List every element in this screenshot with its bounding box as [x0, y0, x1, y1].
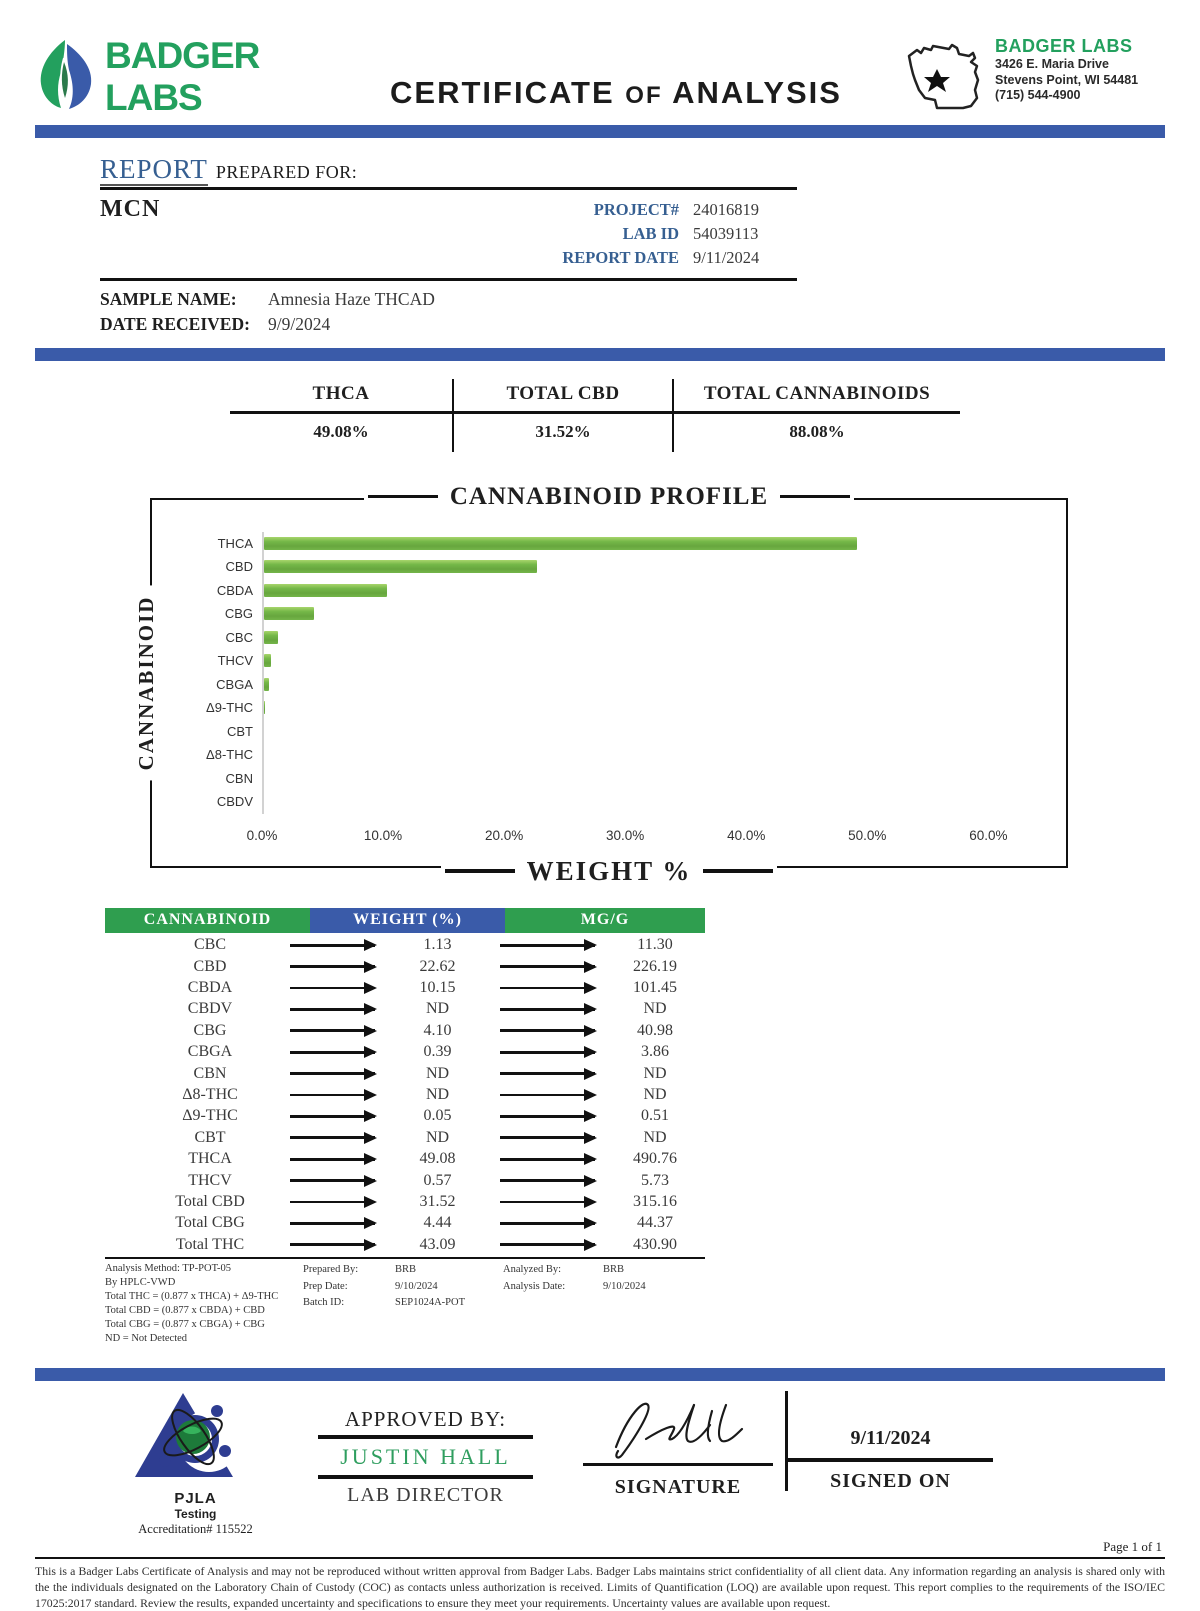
chart-ticks [246, 827, 1061, 844]
mgg-value: 40.98 [637, 1021, 673, 1039]
approved-by-block [318, 1389, 533, 1507]
pjla-accreditation-number: Accreditation# 115522 [138, 1521, 253, 1536]
arrow-icon [500, 1051, 595, 1054]
logo-wordmark: BADGER LABS [105, 34, 260, 118]
arrow-icon [500, 1115, 595, 1118]
arrow-to-weight [280, 1029, 385, 1032]
table-row [105, 935, 705, 956]
lab-phone: (715) 544-4900 [995, 88, 1081, 103]
weight-percent-value: ND [425, 1000, 450, 1018]
arrow-icon [500, 987, 595, 990]
date-received-value: 9/9/2024 [268, 314, 331, 335]
chart-row [152, 673, 1061, 697]
chart-category-label: THCA [217, 535, 253, 551]
project-value: 24016819 [693, 200, 759, 219]
project-label: PROJECT# [593, 200, 679, 219]
title-rule-right [780, 495, 850, 499]
weight-percent-value: 43.09 [419, 1235, 456, 1253]
leaf-logo-icon [35, 38, 97, 115]
weight-percent-value: 0.57 [423, 1171, 452, 1189]
wisconsin-map-icon [897, 36, 989, 125]
arrow-icon [500, 965, 595, 968]
lab-id-label: LAB ID [622, 223, 679, 243]
arrow-icon [500, 1008, 595, 1011]
divider-bar-top [35, 125, 1165, 138]
chart-category-label: THCV [217, 653, 253, 669]
mgg-value: 11.30 [637, 936, 673, 954]
summary-value-thca: 49.08% [313, 421, 369, 441]
cannabinoid-name: Total CBD [175, 1192, 245, 1210]
approver-name: JUSTIN HALL [340, 1443, 511, 1469]
chart-row [152, 767, 1061, 791]
report-meta [544, 198, 793, 270]
chart-category-label: CBG [224, 606, 253, 622]
chart-row [152, 626, 1061, 650]
report-label: REPORT [100, 154, 208, 184]
table-row [105, 999, 705, 1020]
chart-y-axis-label: CANNABINOID [134, 585, 159, 780]
arrow-to-weight [280, 1115, 385, 1118]
disclaimer-text: This is a Badger Labs Certificate of Analysis and may not be reproduced without written approval from Badger Labs. Badger Labs maintains strict confidentiality of all client data. Any information regarding an analysis is shared only with the the individuals designated on the Laboratory Chain of Custody (COC) as contacts unless authorization is received. Limits of Quantification (LOQ) are available upon request. This report complies to the requirements of the ISO/IEC 17025:2017 standard. Review the results, expanded uncertainty and specifications to ensure they meet your requirements. Uncertainty values are available upon request. [35, 1557, 1165, 1611]
arrow-to-weight [280, 1072, 385, 1075]
chart-bar-area [262, 579, 1061, 603]
chart-category-label: CBT [227, 723, 253, 739]
arrow-icon [290, 965, 375, 968]
arrow-icon [290, 1008, 375, 1011]
chart-bar [264, 631, 278, 644]
chart-category-label: Δ8-THC [206, 747, 253, 763]
arrow-to-weight [280, 1136, 385, 1139]
table-row [105, 1084, 705, 1105]
chart-category-label: CBGA [216, 676, 253, 692]
chart-bar [264, 607, 314, 620]
chart-category-label: CBN [225, 770, 253, 786]
title-certificate: CERTIFICATE [390, 75, 615, 110]
analysis-date-value: 9/10/2024 [603, 1280, 646, 1292]
arrow-icon [290, 1051, 375, 1054]
arrow-to-weight [280, 987, 385, 990]
chart-bar [264, 537, 857, 550]
pjla-logo-icon [121, 1474, 271, 1491]
method-note-line: ND = Not Detected [105, 1332, 188, 1344]
chart-row [152, 532, 1061, 556]
arrow-to-mgg [490, 1029, 605, 1032]
arrow-icon [290, 1094, 375, 1097]
summary-header-total-cbd: TOTAL CBD [452, 379, 674, 414]
chart-category-label: CBC [225, 629, 253, 645]
arrow-icon [290, 1179, 375, 1182]
mgg-value: 44.37 [637, 1214, 673, 1232]
table-row [105, 1106, 705, 1127]
table-row [105, 956, 705, 977]
chart-category-label: Δ9-THC [206, 700, 253, 716]
arrow-icon [500, 1029, 595, 1032]
chart-tick-label: 50.0% [848, 827, 887, 843]
chart-bar [264, 560, 537, 573]
chart-title: CANNABINOID PROFILE [449, 482, 769, 510]
arrow-icon [290, 1201, 375, 1204]
batch-id-value: SEP1024A-POT [395, 1296, 466, 1308]
chart-bar-area [262, 649, 1061, 673]
signature-label: SIGNATURE [614, 1476, 742, 1499]
chart-bar [264, 654, 271, 667]
cannabinoid-table-header [105, 908, 705, 933]
lab-address-block [897, 28, 1165, 125]
chart-category-label: CBDA [216, 582, 253, 598]
cannabinoid-name: THCV [188, 1171, 232, 1189]
client-name: MCN [100, 196, 161, 222]
cannabinoid-name: Total THC [175, 1235, 245, 1253]
report-date-label: REPORT DATE [562, 247, 679, 267]
cannabinoid-name: CBC [193, 936, 226, 954]
pjla-type: Testing [174, 1506, 217, 1521]
weight-percent-value: 1.13 [423, 936, 452, 954]
arrow-icon [290, 944, 375, 947]
signed-on-block [788, 1389, 993, 1493]
arrow-icon [290, 1136, 375, 1139]
weight-percent-value: 31.52 [419, 1192, 456, 1210]
arrow-to-mgg [490, 1094, 605, 1097]
weight-percent-value: 10.15 [419, 978, 456, 996]
arrow-icon [500, 1179, 595, 1182]
chart-tick-label: 20.0% [484, 827, 524, 843]
signed-on-date: 9/11/2024 [850, 1426, 931, 1449]
mgg-value: 430.90 [633, 1235, 677, 1253]
prepared-by-value: BRB [395, 1264, 417, 1276]
analyzed-by-label: Analyzed By: [503, 1264, 562, 1276]
signed-on-rule [788, 1458, 993, 1462]
arrow-icon [290, 1222, 375, 1225]
method-notes [105, 1262, 303, 1345]
report-section [100, 154, 797, 348]
arrow-to-mgg [490, 1072, 605, 1075]
method-note-line: Total CBG = (0.877 x CBGA) + CBG [105, 1318, 265, 1330]
date-received-label: DATE RECEIVED: [100, 314, 250, 335]
signature-block [583, 1389, 773, 1500]
chart-bar-area [262, 555, 1061, 579]
chart-tick-label: 30.0% [606, 827, 645, 843]
chart-bar-area [262, 532, 1061, 556]
arrow-icon [500, 1222, 595, 1225]
arrow-to-weight [280, 1051, 385, 1054]
arrow-to-weight [280, 1222, 385, 1225]
chart-bar [264, 678, 269, 691]
arrow-to-mgg [490, 1136, 605, 1139]
arrow-to-weight [280, 944, 385, 947]
xlabel-rule-right [703, 869, 773, 873]
arrow-icon [290, 1072, 375, 1075]
chart-row [152, 696, 1061, 720]
cannabinoid-name: Δ8-THC [182, 1085, 238, 1103]
weight-percent-value: 0.39 [423, 1043, 452, 1061]
summary-header-total-cannabinoids: TOTAL CANNABINOIDS [674, 379, 960, 414]
cannabinoid-name: CBDV [187, 1000, 233, 1018]
arrow-to-weight [280, 1201, 385, 1204]
chart-tick-label: 40.0% [727, 827, 766, 843]
cannabinoid-name: CBG [193, 1021, 227, 1039]
sample-info [100, 278, 797, 348]
approval-section [108, 1389, 1165, 1537]
arrow-icon [500, 1243, 595, 1246]
xlabel-rule-left [445, 869, 515, 873]
cannabinoid-name: CBDA [187, 978, 233, 996]
arrow-icon [290, 1115, 375, 1118]
chart-row [152, 720, 1061, 744]
table-row [105, 1170, 705, 1191]
chart-row [152, 602, 1061, 626]
chart-tick-label: 10.0% [363, 827, 403, 843]
report-heading [100, 154, 797, 190]
table-header-mgg: MG/G [505, 908, 705, 933]
arrow-to-mgg [490, 944, 605, 947]
cannabinoid-name: Δ9-THC [182, 1107, 238, 1125]
table-row [105, 1148, 705, 1169]
chart-tick-label: 60.0% [969, 827, 1008, 843]
method-note-line: By HPLC-VWD [105, 1277, 176, 1289]
mgg-value: ND [643, 1064, 667, 1082]
rule [318, 1435, 533, 1439]
chart-bar-area [262, 673, 1061, 697]
chart-row [152, 790, 1061, 814]
analysis-date-label: Analysis Date: [503, 1280, 566, 1292]
weight-percent-value: 4.10 [423, 1021, 452, 1039]
arrow-to-mgg [490, 1158, 605, 1161]
arrow-icon [500, 1158, 595, 1161]
arrow-to-weight [280, 1158, 385, 1161]
prep-notes [303, 1262, 503, 1345]
chart-x-axis-label-row [152, 856, 1066, 887]
divider-bar-2 [35, 348, 1165, 361]
arrow-to-weight [280, 1094, 385, 1097]
chart-x-axis-label: WEIGHT % [526, 855, 692, 886]
arrow-icon [290, 987, 375, 990]
arrow-icon [500, 1136, 595, 1139]
prep-date-value: 9/10/2024 [395, 1280, 438, 1292]
analysis-notes [503, 1262, 705, 1345]
arrow-to-weight [280, 1179, 385, 1182]
arrow-icon [290, 1243, 375, 1246]
arrow-to-mgg [490, 1115, 605, 1118]
mgg-value: 0.51 [641, 1107, 669, 1125]
weight-percent-value: ND [425, 1128, 450, 1146]
table-row [105, 1191, 705, 1212]
chart-rows [152, 532, 1061, 814]
table-row [105, 1234, 705, 1255]
table-row [105, 977, 705, 998]
arrow-icon [500, 1201, 595, 1204]
signed-on-label: SIGNED ON [830, 1469, 951, 1492]
cannabinoid-table-body [105, 933, 705, 1256]
weight-percent-value: 4.44 [423, 1214, 452, 1232]
analyzed-by-value: BRB [603, 1264, 625, 1276]
title-rule-left [368, 495, 438, 499]
sample-name-value: Amnesia Haze THCAD [268, 288, 435, 309]
table-row [105, 1020, 705, 1041]
chart-bar-area [262, 720, 1061, 744]
table-row [105, 1127, 705, 1148]
prepared-by-label: Prepared By: [303, 1264, 359, 1276]
chart-bar-area [262, 602, 1061, 626]
prepared-for-label: PREPARED FOR: [215, 162, 358, 182]
cannabinoid-table [105, 908, 705, 1256]
mgg-value: ND [643, 1128, 667, 1146]
chart-bar [264, 701, 265, 714]
table-row [105, 1063, 705, 1084]
prep-date-label: Prep Date: [303, 1280, 348, 1292]
chart-title-row [152, 483, 1066, 511]
mgg-value: 5.73 [641, 1171, 669, 1189]
page-number: Page 1 of 1 [1103, 1538, 1162, 1554]
arrow-icon [500, 944, 595, 947]
mgg-value: 226.19 [633, 957, 677, 975]
cannabinoid-name: CBT [194, 1128, 226, 1146]
lab-id-value: 54039113 [693, 223, 759, 243]
chart-row [152, 649, 1061, 673]
summary-value-total-cbd: 31.52% [452, 414, 674, 452]
chart-category-label: CBDV [216, 794, 253, 810]
cannabinoid-name: Total CBG [175, 1214, 245, 1232]
mgg-value: 101.45 [633, 978, 677, 996]
approver-title: LAB DIRECTOR [347, 1483, 504, 1506]
arrow-to-weight [280, 965, 385, 968]
cannabinoid-name: CBN [193, 1064, 227, 1082]
weight-percent-value: 22.62 [419, 957, 456, 975]
summary-value-total-cannabinoids: 88.08% [789, 421, 845, 441]
table-row [105, 1041, 705, 1062]
title-of: OF [625, 82, 663, 109]
batch-id-label: Batch ID: [303, 1296, 345, 1308]
mgg-value: ND [643, 1000, 667, 1018]
chart-row [152, 743, 1061, 767]
arrow-to-mgg [490, 987, 605, 990]
arrow-icon [290, 1158, 375, 1161]
mgg-value: 315.16 [633, 1192, 677, 1210]
method-note-line: Total THC = (0.877 x THCA) + Δ9-THC [105, 1291, 279, 1303]
chart-bar-area [262, 626, 1061, 650]
arrow-icon [500, 1072, 595, 1075]
weight-percent-value: ND [425, 1085, 450, 1103]
mgg-value: 490.76 [633, 1150, 677, 1168]
lab-name: BADGER LABS [995, 36, 1133, 56]
method-note-line: Analysis Method: TP-POT-05 [105, 1263, 232, 1275]
signature-rule [583, 1463, 773, 1467]
weight-percent-value: 0.05 [423, 1107, 452, 1125]
divider-bar-bottom [35, 1368, 1165, 1381]
arrow-to-mgg [490, 1051, 605, 1054]
cannabinoid-name: THCA [188, 1150, 232, 1168]
arrow-to-mgg [490, 1243, 605, 1246]
method-note-line: Total CBD = (0.877 x CBDA) + CBD [105, 1304, 265, 1316]
pjla-org: PJLA [174, 1489, 217, 1507]
report-date-value: 9/11/2024 [693, 247, 760, 267]
chart-category-label: CBD [225, 559, 253, 575]
mgg-value: 3.86 [641, 1043, 669, 1061]
arrow-to-weight [280, 1243, 385, 1246]
arrow-icon [500, 1094, 595, 1097]
cannabinoid-name: CBD [193, 957, 227, 975]
arrow-to-mgg [490, 965, 605, 968]
chart-bar-area [262, 767, 1061, 791]
signature-image [583, 1389, 773, 1461]
arrow-to-mgg [490, 1008, 605, 1011]
cannabinoid-profile-chart [134, 482, 1068, 886]
chart-bar-area [262, 743, 1061, 767]
lab-address-line2: Stevens Point, WI 54481 [995, 72, 1139, 87]
arrow-to-mgg [490, 1179, 605, 1182]
approved-by-label: APPROVED BY: [344, 1406, 507, 1431]
page-header [35, 28, 1165, 125]
weight-percent-value: ND [425, 1064, 450, 1082]
arrow-icon [290, 1029, 375, 1032]
rule [318, 1475, 533, 1479]
table-header-cannabinoid: CANNABINOID [105, 908, 310, 933]
analysis-footnotes [105, 1257, 705, 1345]
weight-percent-value: 49.08 [419, 1150, 456, 1168]
sample-name-label: SAMPLE NAME: [100, 288, 237, 309]
pjla-accreditation [108, 1389, 283, 1537]
chart-row [152, 555, 1061, 579]
potency-summary [230, 379, 1200, 452]
summary-header-thca: THCA [230, 379, 452, 414]
title-analysis: ANALYSIS [672, 75, 842, 110]
lab-address-line1: 3426 E. Maria Drive [995, 57, 1109, 71]
arrow-to-weight [280, 1008, 385, 1011]
chart-tick-label: 0.0% [246, 827, 278, 843]
chart-row [152, 579, 1061, 603]
table-header-weight: WEIGHT (%) [310, 908, 505, 933]
chart-bar-area [262, 696, 1061, 720]
arrow-to-mgg [490, 1201, 605, 1204]
mgg-value: ND [643, 1085, 667, 1103]
table-row [105, 1213, 705, 1234]
arrow-to-mgg [490, 1222, 605, 1225]
document-title [335, 28, 897, 125]
chart-bar [264, 584, 387, 597]
chart-bar-area [262, 790, 1061, 814]
cannabinoid-name: CBGA [187, 1043, 233, 1061]
badger-labs-logo [35, 28, 335, 125]
